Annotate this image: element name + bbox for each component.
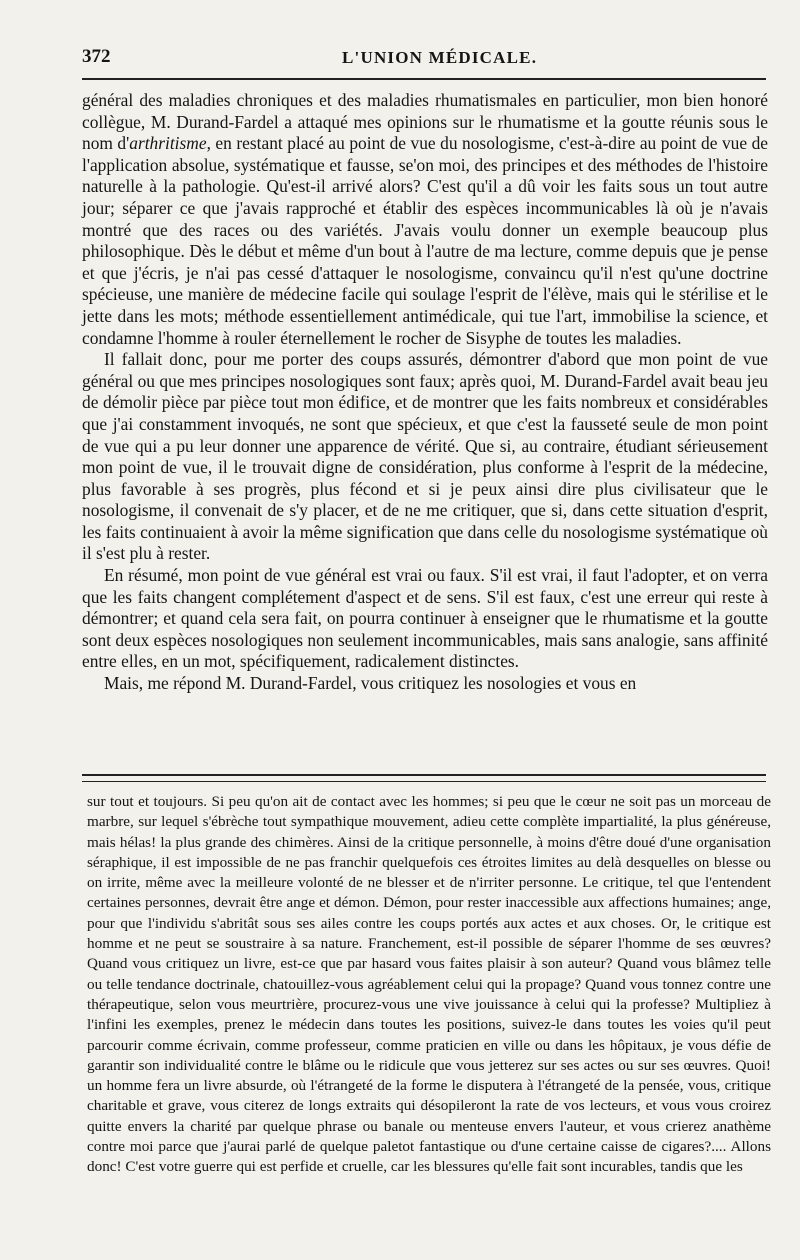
footnote-separator-rule: [82, 774, 766, 782]
footnote-text: sur tout et toujours. Si peu qu'on ait de contact avec les hommes; si peu que le cœur ne soit pas un morceau de marbre, sur lequel s'ébrèche tout sympathique mouvement, adieu cette complète impartialité, la plus généreuse, mais hélas! la plus grande des chimères. Ainsi de la critique personnelle, à moins d'être doué d'une organisation séraphique, il est impossible de ne pas franchir quelquefois ces étroites limites au delà desquelles on blesse ou on irrite, même avec la meilleure volonté de ne blesser et de n'irriter personne. Le critique, tel que l'entendent certaines personnes, devrait être ange et démon. Démon, pour rester inaccessible aux affections humaines; ange, pour que l'individu s'abritât sous ses ailes contre les coups portés aux actes et aux choses. Or, le critique est homme et ne peut se soustraire à sa nature. Franchement, est-il possible de séparer l'homme de ses œuvres? Quand vous critiquez un livre, est-ce que par hasard vous faites plaisir à son auteur? Quand vous blâmez telle ou telle tendance doctrinale, chatouillez-vous agréablement celui qui la propage? Quand vous tonnez contre une thérapeutique, selon vous meurtrière, procurez-vous une vive jouissance à celui qui la professe? Multipliez à l'infini les exemples, prenez le médecin dans toutes les positions, suivez-le dans toutes les voies qu'il peut parcourir comme écrivain, comme professeur, comme praticien en ville ou dans les hôpitaux, je vous défie de garantir son individualité contre le blâme ou le ridicule que vous jetterez sur ses actes ou sur ses œuvres. Quoi! un homme fera un livre absurde, où l'étrangeté de la forme le disputera à l'étrangeté de la pensée, vous, critique charitable et grave, vous citerez de longs extraits qui désopileront la rate de vos lecteurs, et vous vous croirez quitte envers la charité par quelque phrase ou banale ou menteuse envers l'auteur, et vous crierez anathème contre moi parce que j'aurai parlé de quelque paletot fantastique ou d'une certaine caisse de cigares?.... Allons donc! C'est votre guerre qui est perfide et cruelle, car les blessures qu'elle fait sont incurables, tandis que les: [87, 793, 771, 1176]
emphasis-term: arthritisme: [129, 133, 207, 154]
body-paragraph: En résumé, mon point de vue général est vrai ou faux. S'il est vrai, il faut l'adopter, et on verra que les faits changent complétement d'aspect et de sens. S'il est faux, c'est une erreur qui reste à démontrer; et quand cela sera fait, on pourra continuer à enseigner que le rhumatisme et la goutte sont deux espèces nosologiques non seulement incommunicables, mais sans analogie, sans affinité entre elles, en un mot, spécifiquement, radicalement distinctes.: [82, 565, 768, 672]
footnote: [87, 792, 771, 1178]
header-rule: [82, 78, 766, 80]
paragraph-text: général des maladies chroniques et des maladies rhumatismales en particulier, mon bien honoré collègue, M. Durand-Fardel a attaqué mes opinions sur le rhumatisme et la goutte réunis sous le nom d': [82, 90, 768, 154]
page-number: 372: [82, 46, 111, 67]
running-title: L'UNION MÉDICALE.: [342, 48, 538, 67]
body-paragraph: Il fallait donc, pour me porter des coups assurés, démontrer d'abord que mon point de vue général ou que mes principes nosologiques sont faux; après quoi, M. Durand-Fardel avait beau jeu de démolir pièce par pièce tout mon édifice, et de montrer que les faits nombreux et considérables que j'ai constamment invoqués, ne sont que spécieux, et que c'est la fausseté seule de mon point de vue qui a pu leur donner une apparence de vérité. Que si, au contraire, étudiant sérieusement mon point de vue, il le trouvait digne de considération, plus conforme à l'esprit de la médecine, plus favorable à ses progrès, plus fécond et si je peux ainsi dire plus civilisateur que le nosologisme, il convenait de s'y placer, et de ne me critiquer, que si, dans cette situation d'esprit, les faits continuaient à avoir la même signification que dans celle du nosologisme systématique où il s'est plu à rester.: [82, 349, 768, 564]
main-text: [82, 90, 768, 695]
paragraph-text: , en restant placé au point de vue du nosologisme, c'est-à-dire au point de vue de l'application absolue, systématique et fausse, se'on moi, des principes et des méthodes de l'histoire naturelle à la pathologie. Qu'est-il arrivé alors? C'est qu'il a dû voir les faits sous un tout autre jour; séparer ce que j'avais rapproché et établir des espèces incommunicables là où je n'avais montré que des races ou des variétés. J'avais voulu donner un exemple beaucoup plus philosophique. Dès le début et même d'un bout à l'autre de ma lecture, comme depuis que je pense et que j'écris, je n'ai pas cessé d'attaquer le nosologisme, convaincu qu'il n'est qu'une doctrine spécieuse, une manière de médecine facile qui soulage l'esprit de l'élève, mais qui le stérilise et le jette dans les mots; méthode essentiellement antimédicale, qui tue l'art, immobilise la science, et condamne l'homme à rouler éternellement le rocher de Sisyphe de toutes les maladies.: [82, 133, 768, 348]
page-header: [82, 46, 760, 76]
body-paragraph: [82, 90, 768, 349]
body-paragraph: Mais, me répond M. Durand-Fardel, vous critiquez les nosologies et vous en: [104, 673, 637, 694]
